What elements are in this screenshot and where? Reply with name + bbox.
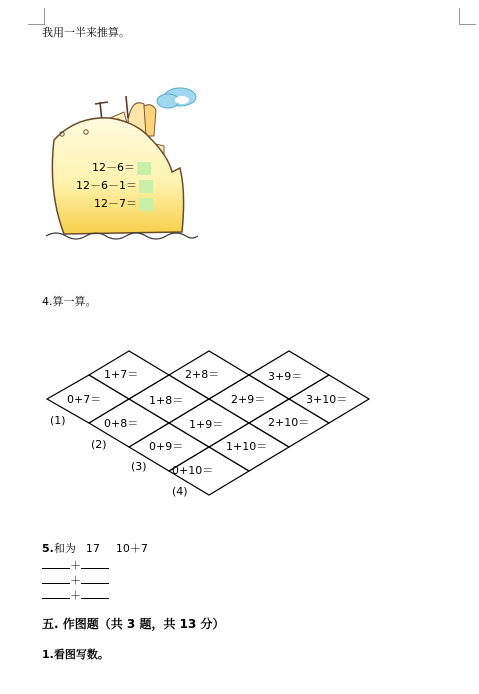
grid-cell: 2+10＝ bbox=[268, 416, 310, 429]
grid-cell: 0+8＝ bbox=[104, 417, 139, 430]
question-1-heading: 1.看图写数。 bbox=[42, 648, 109, 661]
blank-input[interactable] bbox=[42, 558, 70, 569]
grid-cell: 1+8＝ bbox=[149, 394, 184, 407]
ship-equation-1 bbox=[92, 161, 151, 175]
fill-blank-row bbox=[42, 558, 109, 573]
page-corner-mark-right bbox=[459, 8, 476, 25]
blank-input[interactable] bbox=[42, 588, 70, 599]
grid-cell: 1+7＝ bbox=[104, 368, 139, 381]
blank-input[interactable] bbox=[81, 573, 109, 584]
plus-sign: ＋ bbox=[70, 559, 81, 572]
grid-cell: 0+10＝ bbox=[172, 464, 214, 477]
fill-blank-row bbox=[42, 588, 109, 603]
example-expression: 10＋7 bbox=[115, 542, 148, 555]
page-corner-mark-left bbox=[28, 8, 45, 25]
row-label: (2) bbox=[91, 438, 107, 451]
question-4-heading: 4.算一算。 bbox=[42, 295, 97, 308]
question-5-label: 和为 bbox=[53, 542, 76, 555]
ship-hull bbox=[52, 118, 183, 234]
equation-text: 12－6＝ bbox=[92, 161, 135, 174]
grid-cell: 0+7＝ bbox=[67, 393, 102, 406]
answer-box[interactable] bbox=[139, 180, 153, 193]
grid-cell: 2+9＝ bbox=[231, 393, 266, 406]
grid-cell: 1+9＝ bbox=[189, 418, 224, 431]
row-label: (3) bbox=[131, 460, 147, 473]
grid-cell: 2+8＝ bbox=[185, 368, 220, 381]
equation-text: 12－6－1＝ bbox=[76, 179, 137, 192]
sum-value: 17 bbox=[85, 542, 100, 555]
ship-equation-3 bbox=[94, 197, 153, 211]
grid-cell: 3+10＝ bbox=[306, 393, 348, 406]
blank-input[interactable] bbox=[42, 573, 70, 584]
equation-text: 12－7＝ bbox=[94, 197, 137, 210]
cloud-icon bbox=[157, 88, 196, 108]
intro-text: 我用一半来推算。 bbox=[42, 26, 130, 39]
blank-input[interactable] bbox=[81, 558, 109, 569]
section-heading: 五. 作图题（共 3 题，共 13 分） bbox=[42, 617, 225, 631]
row-label: (4) bbox=[172, 485, 188, 498]
grid-cell: 1+10＝ bbox=[226, 440, 268, 453]
answer-box[interactable] bbox=[137, 162, 151, 175]
ship-equation-2 bbox=[76, 179, 153, 193]
plus-sign: ＋ bbox=[70, 589, 81, 602]
grid-cell: 3+9＝ bbox=[268, 370, 303, 383]
grid-cell: 0+9＝ bbox=[149, 440, 184, 453]
fill-blank-row bbox=[42, 573, 109, 588]
question-5-heading bbox=[42, 542, 148, 556]
answer-box[interactable] bbox=[139, 198, 153, 211]
row-label: (1) bbox=[50, 414, 66, 427]
plus-sign: ＋ bbox=[70, 574, 81, 587]
question-5-number: 5. bbox=[42, 542, 54, 555]
blank-input[interactable] bbox=[81, 588, 109, 599]
